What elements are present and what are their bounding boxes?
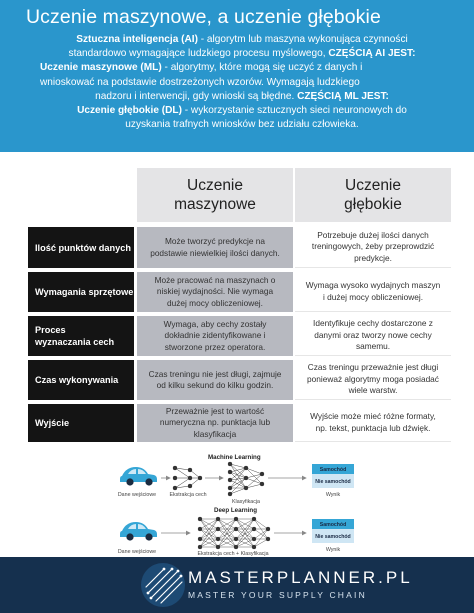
column-header-dl [295,168,451,222]
cell-dl-hardware [295,272,451,312]
ml-extract-label: Ekstrakcja cech [169,492,207,498]
dl-extract-classify-label: Ekstrakcja cech + Klasyfikacja [197,551,269,557]
cell-dl-feature-engineering [295,316,451,356]
row-label-text: Wyjście [35,418,70,428]
column-header-ml-label: Uczenie maszynowe [174,177,256,213]
page-title: Uczenie maszynowe, a uczenie głębokie [26,6,381,28]
brand-tagline: MASTER YOUR SUPPLY CHAIN [188,590,367,600]
cell-dl-data-points [295,227,451,268]
ml-diagram-title: Machine Learning [208,454,261,461]
cell-text: Wymaga, aby cechy zostały dokładnie zidentyfikowane i stworzone przez operatora. [163,318,267,352]
ai-term: Sztuczna inteligencja (AI) [76,34,198,45]
cell-text: Czas treningu nie jest długi, zajmuje od kilku sekund do kilku godzin. [148,368,282,390]
dl-text-1: - wykorzystanie sztucznych sieci neuronowych do [181,105,407,117]
dl-definition-line-1 [32,104,452,118]
ml-text-3: nadzoru i interwencji, gdy wnioski są błędne. [95,90,298,102]
ml-term: Uczenie maszynowe (ML) [40,62,162,74]
globe-logo-icon [138,560,188,610]
cell-text: Może pracować na maszynach o niskiej wydajności. Nie wymaga dużej mocy obliczeniowej. [154,274,276,308]
cell-dl-output [295,404,451,442]
row-label-execution-time [28,360,134,400]
cell-ml-feature-engineering [137,316,293,356]
dl-input-label: Dane wejściowe [117,549,157,555]
cell-text: Przeważnie jest to wartość numeryczna np. punktacja lub klasyfikacja [159,405,271,439]
dl-text-2: uzyskania trafnych wniosków bez udziału człowieka. [125,119,359,131]
row-label-output [28,404,134,442]
cell-text: Może tworzyć predykcje na podstawie niewielkiej ilości danych. [150,236,280,258]
row-label-text: Czas wykonywania [35,375,119,385]
row-label-text: Wymagania sprzętowe [35,287,134,297]
row-label-hardware [28,272,134,312]
column-header-dl-label: Uczenie głębokie [344,177,402,213]
brand-name: MASTERPLANNER.PL [188,568,413,587]
row-label-data-points [28,227,134,268]
ml-definition-line-2 [32,76,452,90]
ml-input-label: Dane wejściowe [117,492,157,498]
dl-definition-line-2 [32,118,452,132]
classification-network-icon [228,462,264,496]
cell-text: Wymaga wysoko wydajnych maszyn i dużej mocy obliczeniowej. [305,280,441,302]
car-icon [120,522,157,541]
output-yes-label: Samochód [319,467,347,473]
ai-text-2: standardowo wymagające ludzkiego procesu myślowego, [68,48,329,60]
row-label-text: Proces wyznaczania cech [35,325,115,347]
dl-output-label: Wynik [325,547,341,553]
cell-text: Potrzebuje dużej ilości danych treningowych, żeby przeprowdzić predykcje. [311,229,435,263]
deep-network-icon [198,517,270,549]
ml-vs-dl-diagram [0,452,474,557]
ml-classify-label: Klasyfikacja [232,499,260,505]
dl-diagram-title: Deep Learning [214,507,257,514]
row-label-feature-engineering [28,316,134,356]
ai-definition-line-2 [32,47,452,61]
ai-definition-line-1 [32,33,452,47]
ml-text-2: wnioskować na podstawie dostrzeżonych wzorów. Wymagają ludzkiego [40,76,360,88]
cell-text: Identyfikuje cechy dostarczone z danymi oraz tworzy nowe cechy samemu. [313,318,433,352]
column-header-ml [137,168,293,222]
output-yes-label: Samochód [319,522,347,528]
cell-text: Wyjście może mieć różne formaty, np. tekst, punktacja lub dźwięk. [310,411,436,433]
ml-part-label: CZĘŚCIĄ ML JEST: [297,90,389,102]
cell-dl-execution-time [295,360,451,400]
cell-ml-execution-time [137,360,293,400]
row-label-text: Ilość punktów danych [35,242,131,253]
cell-ml-hardware [137,272,293,312]
output-no-label: Nie samochód [315,534,351,540]
definitions [32,33,452,132]
ai-text-1: - algorytm lub maszyna wykonująca czynności [197,34,408,45]
ml-text-1: - algorytmy, które mogą się uczyć z danych i [161,62,363,74]
dl-term: Uczenie głębokie (DL) [77,105,182,117]
cell-text: Czas treningu przeważnie jest długi ponieważ algorytmy moga posiadać wiele warstw. [307,362,439,396]
feature-extraction-network-icon [173,466,202,490]
output-no-label: Nie samochód [315,479,351,485]
ml-definition-line-3 [32,90,452,104]
ai-part-label: CZĘŚCIĄ AI JEST: [328,48,416,60]
ml-output-label: Wynik [325,492,341,498]
header-banner [0,0,474,152]
cell-ml-data-points [137,227,293,268]
car-icon [120,467,157,486]
ml-definition-line-1 [32,61,452,75]
cell-ml-output [137,404,293,442]
